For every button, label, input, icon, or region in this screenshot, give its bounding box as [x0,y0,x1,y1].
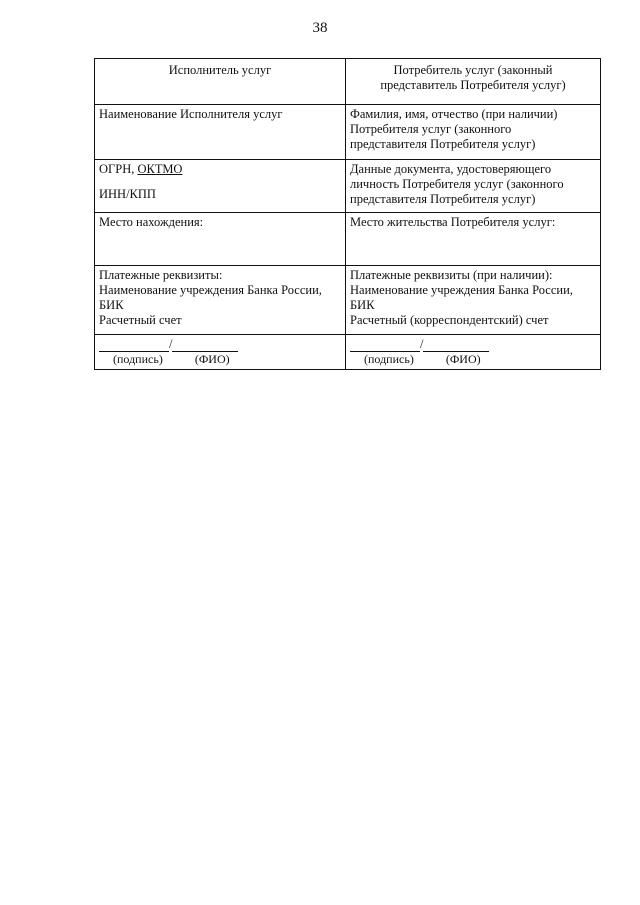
executor-bank-cell [95,266,346,335]
ogrn-label: ОГРН, [99,162,138,176]
consumer-name-line3: представителя Потребителя услуг) [350,137,536,151]
executor-ids-cell [95,160,346,213]
signature-blank [350,340,420,352]
consumer-bank-title: Платежные реквизиты (при наличии): [350,268,553,282]
consumer-header-line2: представитель Потребителя услуг) [380,78,566,92]
page-number: 38 [312,20,328,36]
consumer-residence-label: Место жительства Потребителя услуг: [350,215,556,229]
consumer-doc-cell [346,160,601,213]
consumer-residence-cell [346,213,601,266]
signature-caption: (подпись) [113,352,163,366]
executor-signature-cell [95,335,346,370]
executor-name-cell [95,105,346,160]
executor-signature-line [99,337,341,352]
consumer-name-cell [346,105,601,160]
requisites-table [94,58,601,370]
consumer-signature-captions [350,352,596,367]
table-row [95,160,601,213]
consumer-account: Расчетный (корреспондентский) счет [350,313,549,327]
name-blank [172,340,238,352]
executor-account: Расчетный счет [99,313,182,327]
name-caption: (ФИО) [445,352,481,366]
signature-slash: / [420,337,424,351]
consumer-header-line1: Потребитель услуг (законный [393,63,553,77]
consumer-doc-line2: личность Потребителя услуг (законного [350,177,564,191]
executor-name-label: Наименование Исполнителя услуг [99,107,283,121]
name-caption: (ФИО) [194,352,230,366]
table-row [95,335,601,370]
executor-header [95,59,346,105]
signature-slash: / [169,337,173,351]
consumer-name-line2: Потребителя услуг (законного [350,122,512,136]
inn-kpp-label: ИНН/КПП [99,187,156,201]
signature-caption: (подпись) [364,352,414,366]
consumer-doc-line1: Данные документа, удостоверяющего [350,162,552,176]
consumer-signature-line [350,337,596,352]
consumer-doc-line3: представителя Потребителя услуг) [350,192,536,206]
oktmo-label: ОКТМО [137,162,183,176]
consumer-bank-cell [346,266,601,335]
executor-signature-captions [99,352,341,367]
consumer-bik: БИК [350,298,375,312]
table-header-row [95,59,601,105]
table-row [95,213,601,266]
ogrn-oktmo-line [99,162,341,177]
executor-location-label: Место нахождения: [99,215,204,229]
consumer-signature-cell [346,335,601,370]
consumer-bank-name: Наименование учреждения Банка России, [350,283,573,297]
table-row [95,266,601,335]
consumer-header [346,59,601,105]
executor-bank-title: Платежные реквизиты: [99,268,223,282]
name-blank [423,340,489,352]
executor-location-cell [95,213,346,266]
signature-blank [99,340,169,352]
executor-bik: БИК [99,298,124,312]
consumer-name-line1: Фамилия, имя, отчество (при наличии) [350,107,558,121]
table-row [95,105,601,160]
executor-bank-name: Наименование учреждения Банка России, [99,283,322,297]
executor-header-text: Исполнитель услуг [168,63,272,77]
